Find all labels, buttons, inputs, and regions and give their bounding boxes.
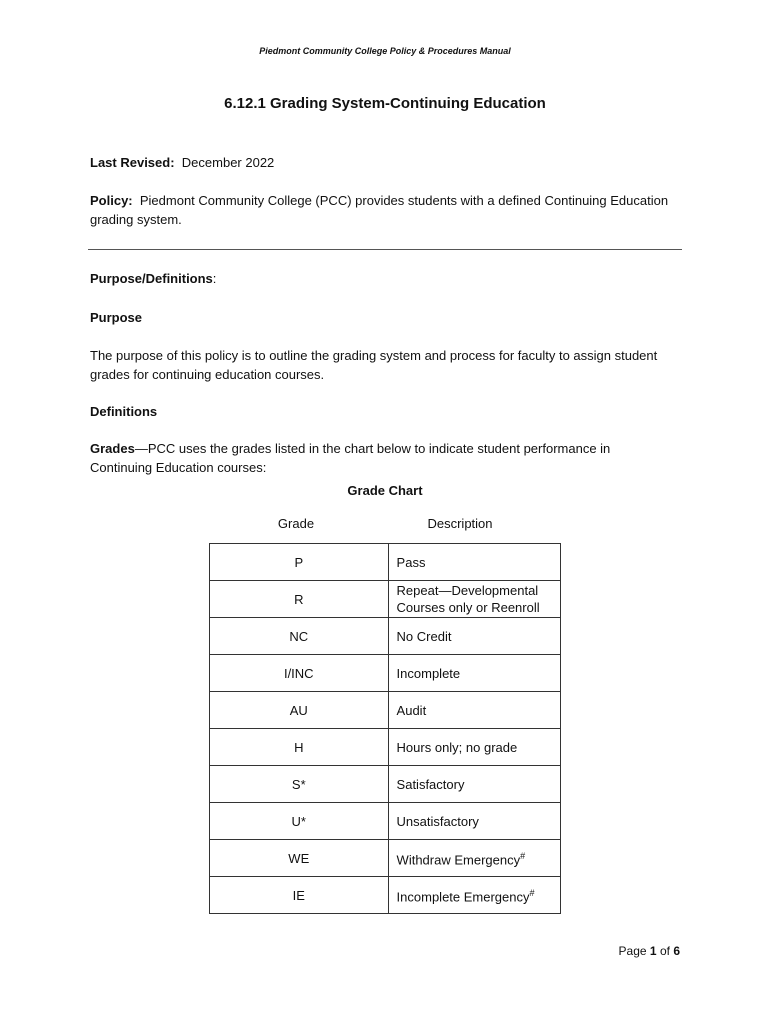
grade-cell: H: [210, 729, 389, 766]
policy-label: Policy:: [90, 193, 133, 208]
table-row: [210, 544, 561, 581]
purpose-definitions-label: Purpose/Definitions: [90, 271, 213, 286]
description-text: Withdraw Emergency: [396, 852, 521, 868]
table-row: [210, 840, 561, 877]
description-text: Satisfactory: [396, 776, 465, 792]
last-revised: [90, 153, 670, 172]
table-row: [210, 877, 561, 914]
table-row: [210, 655, 561, 692]
grade-chart-table: [209, 543, 561, 914]
last-revised-label: Last Revised:: [90, 155, 175, 170]
description-cell: [388, 544, 560, 581]
description-cell: [388, 655, 560, 692]
divider: [88, 249, 682, 250]
page-label: Page: [618, 944, 647, 958]
table-row: [210, 581, 561, 618]
grade-cell: I/INC: [210, 655, 389, 692]
description-cell: [388, 581, 560, 618]
description-column-header: Description: [427, 516, 493, 531]
grades-label: Grades: [90, 441, 135, 456]
purpose-definitions-heading: [90, 269, 670, 288]
table-row: [210, 729, 561, 766]
grade-cell: IE: [210, 877, 389, 914]
description-text: Incomplete Emergency: [396, 889, 530, 905]
grades-text: —PCC uses the grades listed in the chart below to indicate student performance in Continuing Education courses:: [90, 441, 611, 475]
footnote-marker: #: [529, 887, 535, 898]
description-text: Pass: [396, 554, 426, 570]
purpose-definitions-colon: :: [212, 271, 217, 286]
page-total: 6: [673, 944, 680, 958]
policy-statement: [90, 191, 670, 229]
description-cell: [388, 618, 560, 655]
page-number: [619, 944, 680, 958]
grade-cell: WE: [210, 840, 389, 877]
policy-text: Piedmont Community College (PCC) provides students with a defined Continuing Education grading system.: [90, 193, 669, 227]
definitions-heading: Definitions: [90, 404, 158, 419]
purpose-text: The purpose of this policy is to outline the grading system and process for faculty to assign student grades for continuing education courses.: [90, 348, 658, 382]
grade-cell: NC: [210, 618, 389, 655]
table-row: [210, 803, 561, 840]
grade-cell: S*: [210, 766, 389, 803]
grade-chart-caption: Grade Chart: [347, 483, 423, 498]
description-text: Repeat—Developmental Courses only or Reenroll: [396, 583, 540, 615]
grades-definition: [90, 439, 670, 477]
grade-cell: AU: [210, 692, 389, 729]
description-cell: [388, 877, 560, 914]
grade-column-header: Grade: [277, 516, 315, 531]
page-current: 1: [649, 944, 657, 958]
page-of-label: of: [659, 944, 670, 958]
description-cell: [388, 803, 560, 840]
description-cell: [388, 766, 560, 803]
table-row: [210, 618, 561, 655]
description-cell: [388, 729, 560, 766]
grade-cell: R: [210, 581, 389, 618]
grade-cell: U*: [210, 803, 389, 840]
table-row: [210, 692, 561, 729]
running-header: Piedmont Community College Policy & Procedures Manual: [259, 46, 511, 56]
description-text: No Credit: [396, 628, 452, 644]
description-cell: [388, 840, 560, 877]
footnote-marker: #: [520, 850, 526, 861]
table-row: [210, 766, 561, 803]
grade-cell: P: [210, 544, 389, 581]
description-text: Incomplete: [396, 665, 461, 681]
description-text: Audit: [396, 702, 427, 718]
last-revised-value: December 2022: [181, 155, 275, 170]
description-text: Unsatisfactory: [396, 813, 479, 829]
page-title: 6.12.1 Grading System-Continuing Education: [224, 95, 546, 112]
description-cell: [388, 692, 560, 729]
description-text: Hours only; no grade: [396, 739, 518, 755]
purpose-heading: Purpose: [90, 310, 143, 325]
